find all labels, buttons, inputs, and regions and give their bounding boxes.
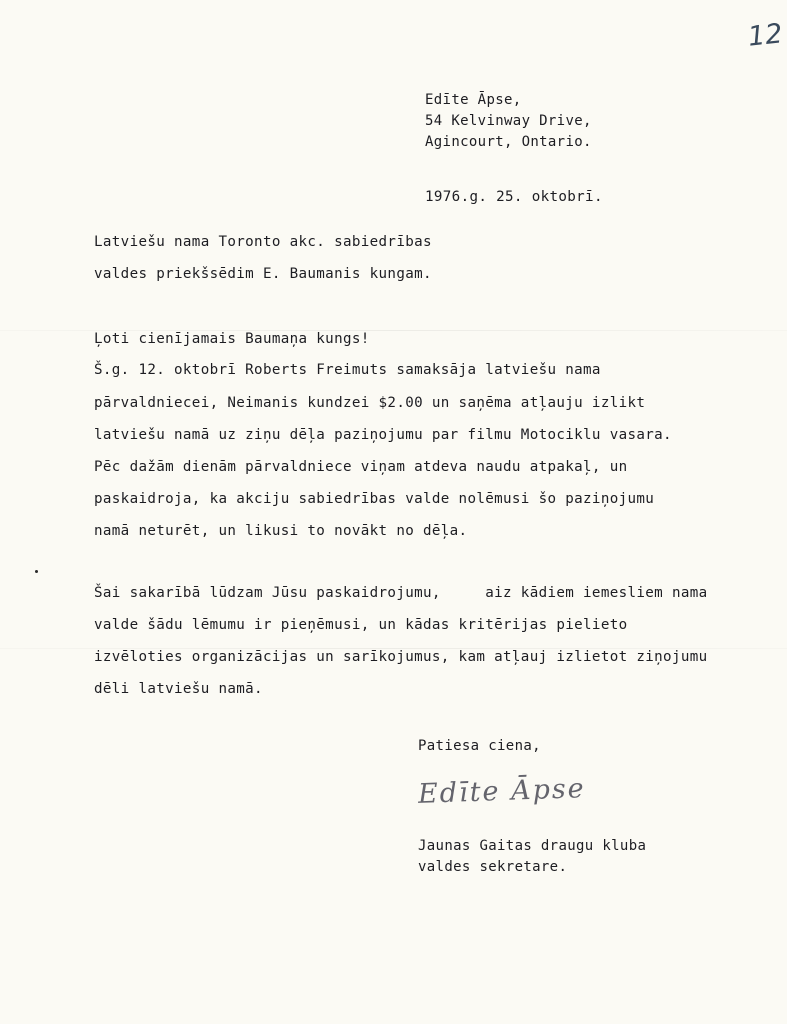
paragraph-line: paskaidroja, ka akciju sabiedrības valde nolēmusi šo paziņojumu	[94, 491, 655, 507]
sender-city: Agincourt, Ontario.	[425, 134, 592, 150]
sender-street: 54 Kelvinway Drive,	[425, 113, 592, 129]
paragraph-line: dēli latviešu namā.	[94, 681, 263, 697]
sender-name: Edīte Āpse,	[425, 92, 522, 108]
recipient-line-2: valdes priekšsēdim E. Baumanis kungam.	[94, 266, 432, 282]
paragraph-line: latviešu namā uz ziņu dēļa paziņojumu par filmu Motociklu vasara.	[94, 427, 672, 443]
page-number: 12	[746, 18, 784, 53]
signer-line-2: valdes sekretare.	[418, 859, 568, 875]
handwritten-signature: Edīte Āpse	[417, 773, 587, 810]
salutation: Ļoti cienījamais Baumaņa kungs!	[94, 331, 370, 347]
paragraph-line: Šai sakarībā lūdzam Jūsu paskaidrojumu, aiz kādiem iemesliem nama	[94, 585, 708, 601]
paragraph-line: pārvaldniecei, Neimanis kundzei $2.00 un saņēma atļauju izlikt	[94, 395, 646, 411]
paragraph-line: namā neturēt, un likusi to novākt no dēļa.	[94, 523, 468, 539]
paragraph-line: izvēloties organizācijas un sarīkojumus, kam atļauj izlietot ziņojumu	[94, 649, 708, 665]
paragraph-line: valde šādu lēmumu ir pieņēmusi, un kādas kritērijas pielieto	[94, 617, 628, 633]
recipient-line-1: Latviešu nama Toronto akc. sabiedrības	[94, 234, 432, 250]
paragraph-line: Pēc dažām dienām pārvaldniece viņam atdeva naudu atpakaļ, un	[94, 459, 628, 475]
signer-line-1: Jaunas Gaitas draugu kluba	[418, 838, 647, 854]
closing-phrase: Patiesa ciena,	[418, 738, 541, 754]
paragraph-line: Š.g. 12. oktobrī Roberts Freimuts samaksāja latviešu nama	[94, 362, 601, 378]
ink-speck	[35, 570, 38, 573]
letter-date: 1976.g. 25. oktobrī.	[425, 189, 603, 205]
